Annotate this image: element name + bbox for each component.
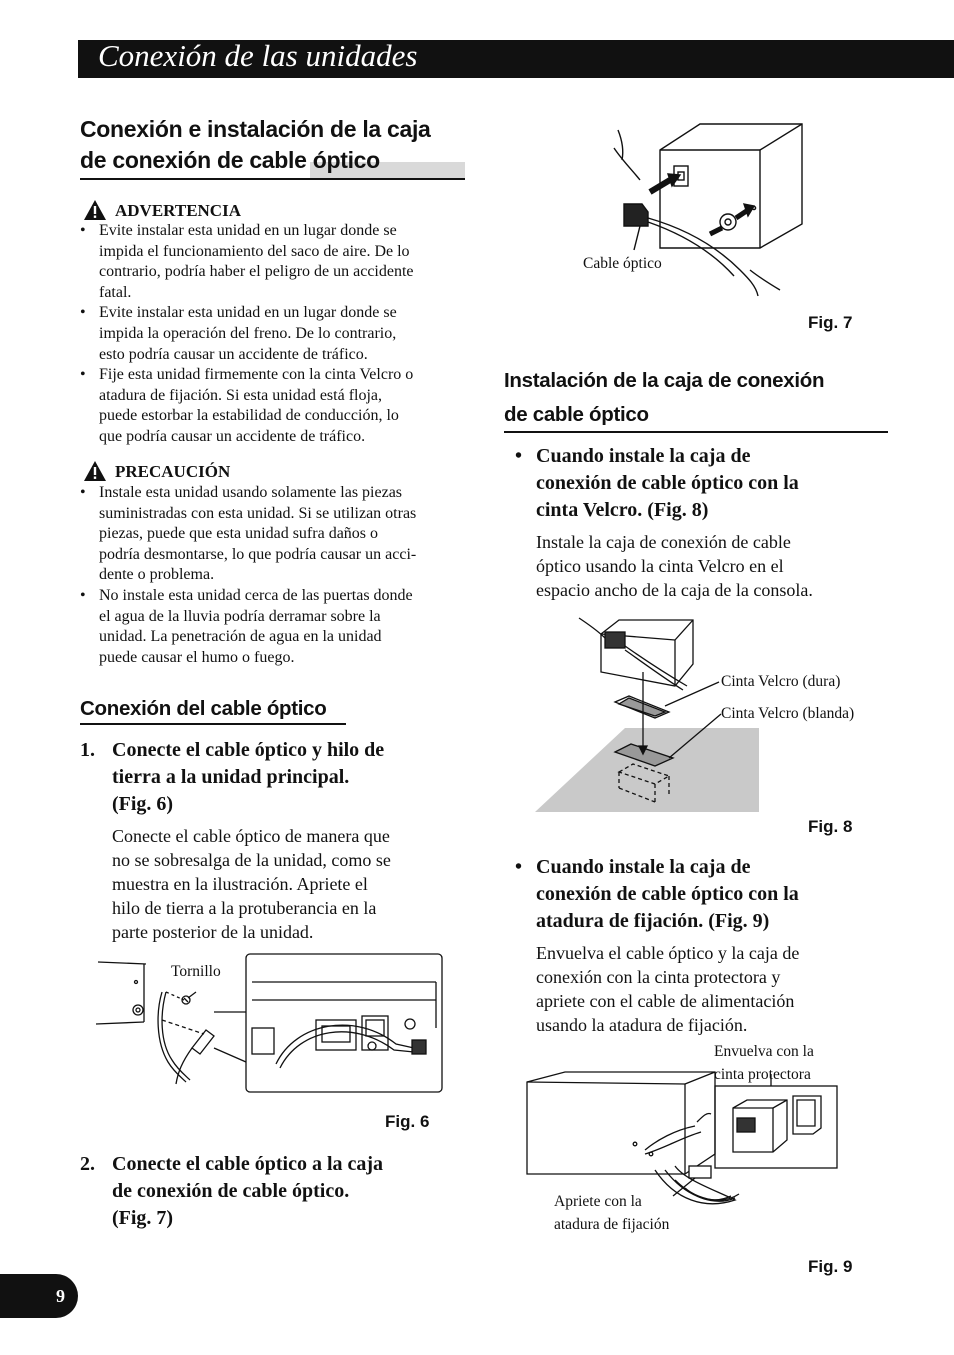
step1-heading: Conecte el cable óptico y hilo de tierra a la unidad principal. (Fig. 6) <box>112 739 385 815</box>
warning-item: • Evite instalar esta unidad en un lugar donde se impida el funcionamiento del saco de aire. De lo contrario, podría haber el peligro de un accidente fatal. <box>80 222 414 301</box>
section-title-line1: Conexión e instalación de la caja <box>80 116 431 142</box>
fig8-label: Fig. 8 <box>808 817 853 836</box>
b2-body: Envuelva el cable óptico y la caja de conexión con la cinta protectora y apriete con el cable de alimentación usando la atadura de fijación. <box>536 943 800 1035</box>
fig8-soft-label: Cinta Velcro (blanda) <box>721 705 855 722</box>
b1-bullet: • <box>515 445 523 467</box>
step1-number: 1. <box>80 739 95 761</box>
caution-item: • No instale esta unidad cerca de las puertas donde el agua de la lluvia podría derramar sobre la unidad. La penetración de agua en la unidad puede causar el humo o fuego. <box>80 586 413 666</box>
fig6-screw-label: Tornillo <box>171 963 221 980</box>
fig7-label: Fig. 7 <box>808 313 853 332</box>
b2-heading: Cuando instale la caja de conexión de cable óptico con la atadura de fijación. (Fig. 9) <box>536 856 799 932</box>
step2-number: 2. <box>80 1153 95 1175</box>
b1-body: Instale la caja de conexión de cable óptico usando la cinta Velcro en el espacio ancho de la caja de la consola. <box>536 532 813 600</box>
warning-list <box>80 221 470 448</box>
subsection-rule-cable <box>80 723 346 725</box>
warning-icon <box>83 199 107 221</box>
page-number-tab <box>0 1274 78 1318</box>
page-number: 9 <box>56 1286 65 1306</box>
section-title-rule <box>80 178 465 180</box>
caution-list <box>80 483 470 668</box>
caution-icon <box>83 460 107 482</box>
step2-heading: Conecte el cable óptico a la caja de conexión de cable óptico. (Fig. 7) <box>112 1153 384 1229</box>
section-title <box>80 114 470 176</box>
b1-heading: Cuando instale la caja de conexión de cable óptico con la cinta Velcro. (Fig. 8) <box>536 445 799 521</box>
warning-item: • Evite instalar esta unidad en un lugar donde se impida la operación del freno. De lo contrario, esto podría causar un accidente de tráfico. <box>80 304 397 363</box>
fig8-hard-label: Cinta Velcro (dura) <box>721 673 841 690</box>
fig9-tie-label: Apriete con la atadura de fijación <box>554 1193 670 1233</box>
warning-item: • Fije esta unidad firmemente con la cinta Velcro o atadura de fijación. Si esta unidad está floja, puede estorbar la estabilidad de conducción, lo que podría causar un accidente de tráfico. <box>80 366 414 445</box>
fig9-label: Fig. 9 <box>808 1257 853 1276</box>
fig6-illustration <box>96 952 446 1094</box>
subsection-title-cable: Conexión del cable óptico <box>80 697 327 720</box>
subsection-rule-install <box>504 431 888 433</box>
fig9-wrap-label: Envuelva con la cinta protectora <box>714 1043 814 1083</box>
b2-bullet: • <box>515 856 523 878</box>
fig6-label: Fig. 6 <box>385 1112 430 1131</box>
caution-label: PRECAUCIÓN <box>115 462 231 481</box>
caution-item: • Instale esta unidad usando solamente las piezas suministradas con esta unidad. Si se utilizan otras piezas, puede que esta unidad sufra daños o podría desmontarse, lo que podría causar un acci- dente o problema. <box>80 484 417 584</box>
subsection-title-install: Instalación de la caja de conexión de cable óptico <box>504 369 825 426</box>
step1-body: Conecte el cable óptico de manera que no se sobresalga de la unidad, como se muestra en la ilustración. Apriete el hilo de tierra a la protuberancia en la parte posterior de la unidad. <box>112 826 391 942</box>
warning-label: ADVERTENCIA <box>115 201 241 220</box>
fig7-cable-label: Cable óptico <box>583 255 662 272</box>
section-title-line2: de conexión de cable óptico <box>80 147 380 173</box>
page-header-title: Conexión de las unidades <box>98 38 418 73</box>
